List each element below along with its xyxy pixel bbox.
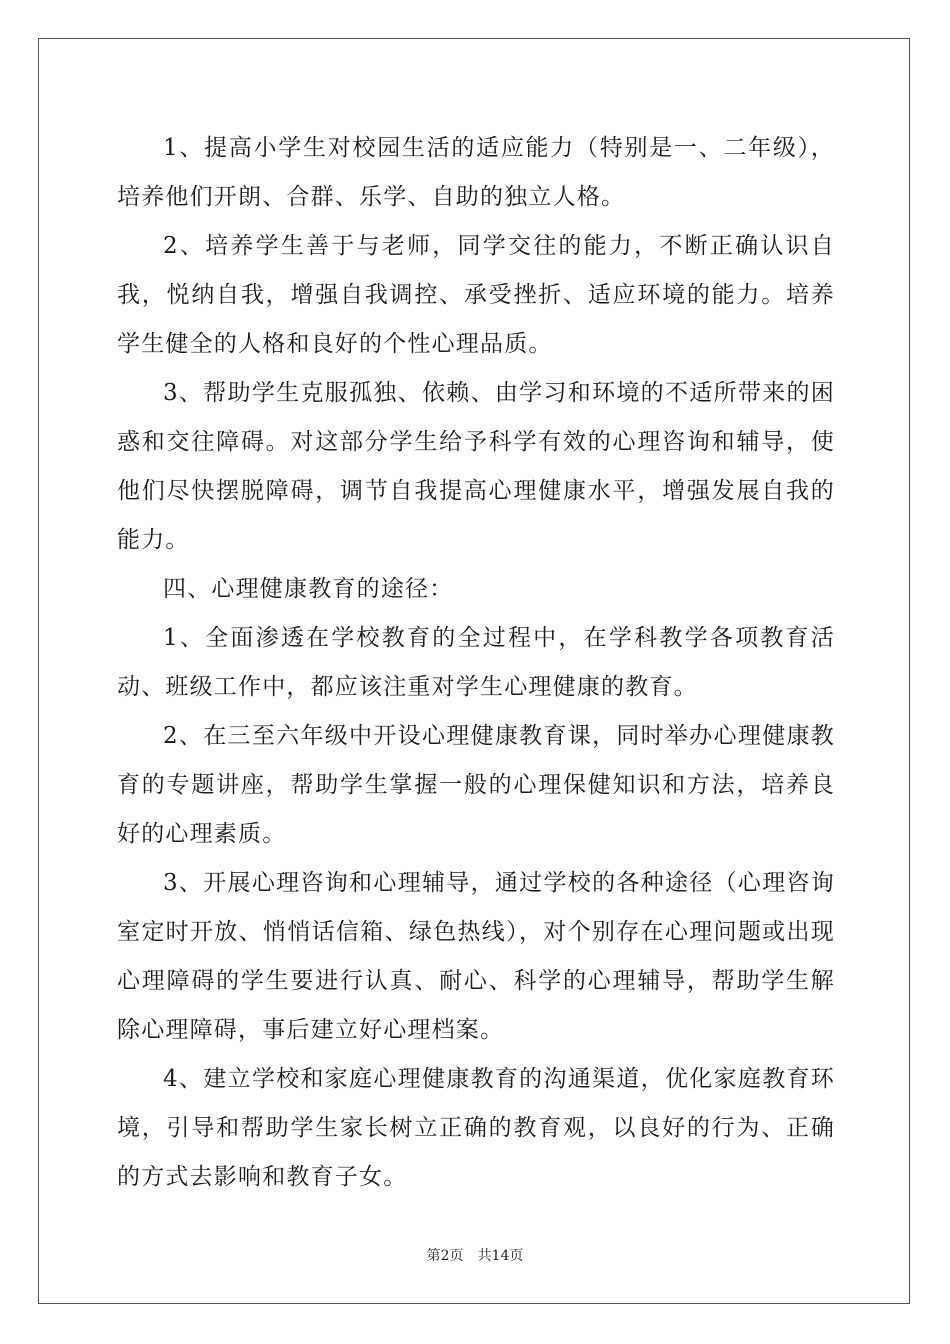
paragraph-3: 3、帮助学生克服孤独、依赖、由学习和环境的不适所带来的困惑和交往障碍。对这部分学生给予科学有效的心理咨询和辅导，使他们尽快摆脱障碍，调节自我提高心理健康水平，增强发展自我的能力。 — [117, 380, 835, 553]
paragraph-6: 2、在三至六年级中开设心理健康教育课，同时举办心理健康教育的专题讲座，帮助学生掌握一般的心理保健知识和方法，培养良好的心理素质。 — [117, 723, 835, 847]
page-number-footer: 第2页 共14页 — [426, 1248, 524, 1264]
paragraph-1: 1、提高小学生对校园生活的适应能力（特别是一、二年级），培养他们开朗、合群、乐学、自助的独立人格。 — [117, 135, 835, 210]
paragraph-8: 4、建立学校和家庭心理健康教育的沟通渠道，优化家庭教育环境，引导和帮助学生家长树立正确的教育观，以良好的行为、正确的方式去影响和教育子女。 — [117, 1066, 835, 1190]
paragraph-5: 1、全面渗透在学校教育的全过程中，在学科教学各项教育活动、班级工作中，都应该注重对学生心理健康的教育。 — [117, 625, 835, 700]
document-body — [117, 124, 835, 1202]
section-heading: 四、心理健康教育的途径： — [163, 576, 454, 602]
paragraph-7: 3、开展心理咨询和心理辅导，通过学校的各种途径（心理咨询室定时开放、悄悄话信箱、绿色热线），对个别存在心理问题或出现心理障碍的学生要进行认真、耐心、科学的心理辅导，帮助学生解除心理障碍，事后建立好心理档案。 — [117, 870, 835, 1043]
paragraph-2: 2、培养学生善于与老师，同学交往的能力，不断正确认识自我，悦纳自我，增强自我调控、承受挫折、适应环境的能力。培养学生健全的人格和良好的个性心理品质。 — [117, 233, 835, 357]
